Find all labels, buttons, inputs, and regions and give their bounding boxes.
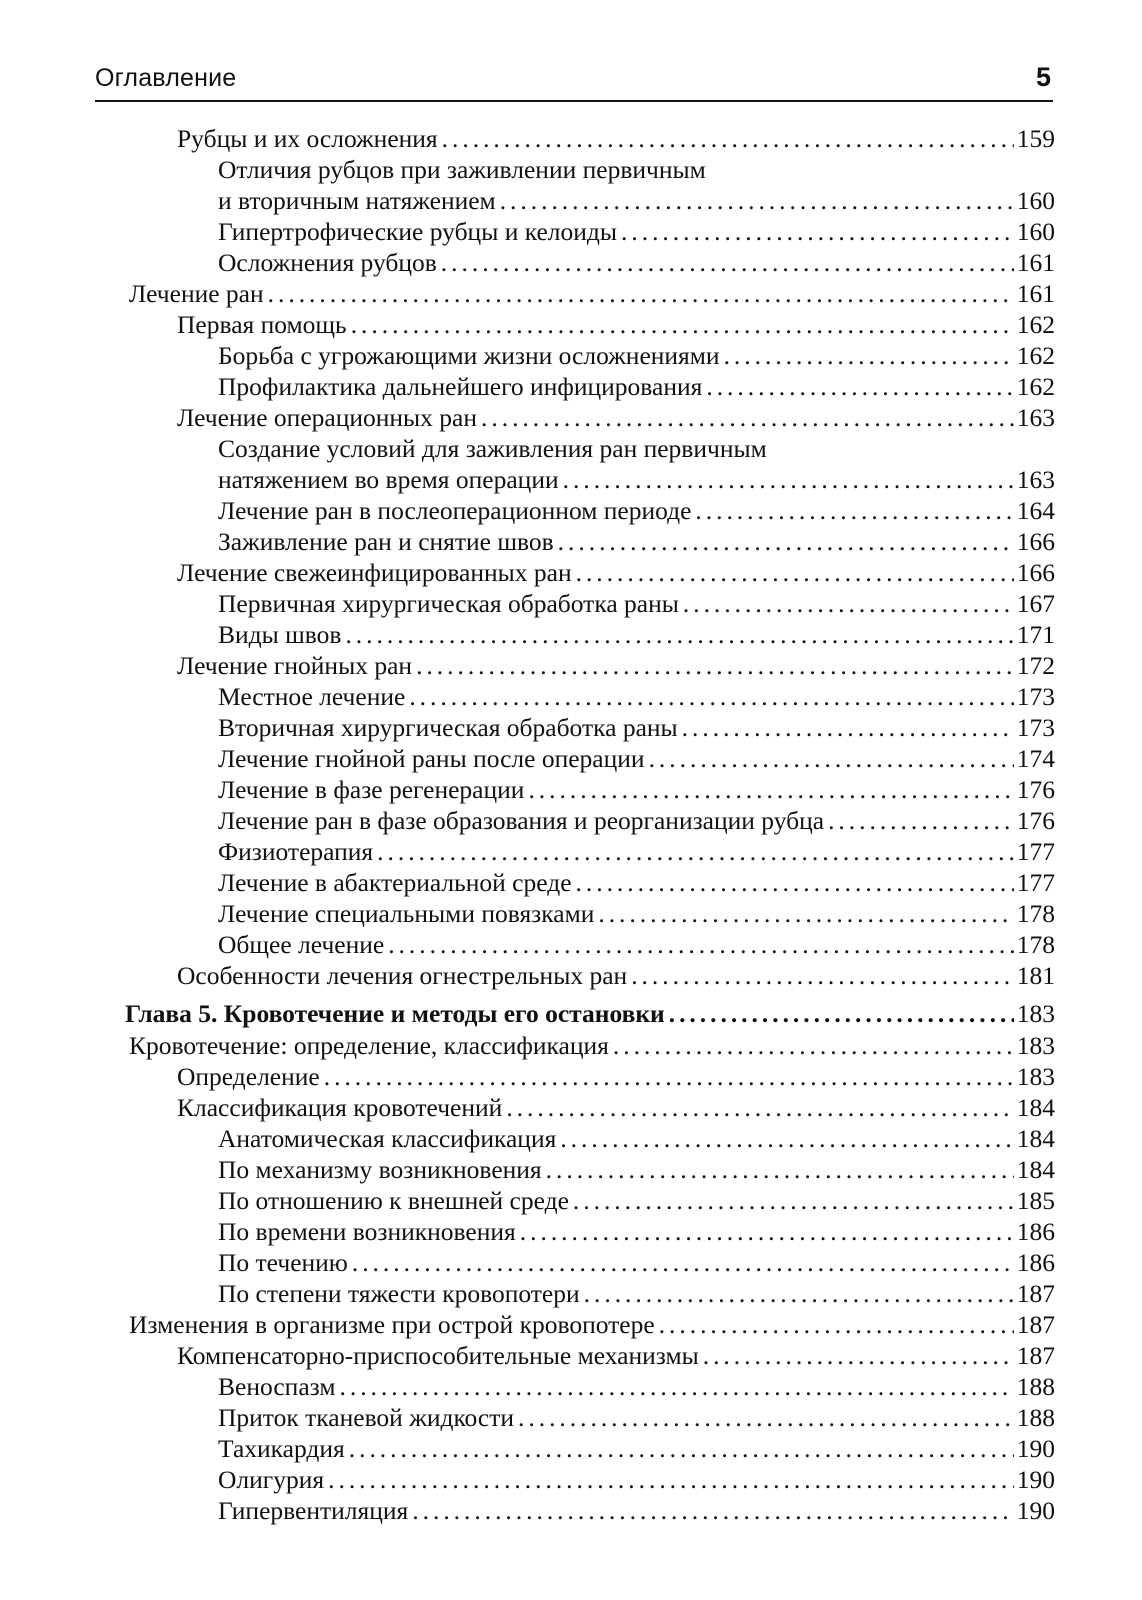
toc-entry — [125, 681, 1055, 712]
toc-entry-page: 162 — [1016, 310, 1055, 339]
toc-entry — [125, 1340, 1055, 1371]
toc-entry-page: 177 — [1016, 837, 1055, 866]
toc-entry — [125, 402, 1055, 433]
toc-entry-title: Местное лечение — [218, 682, 406, 711]
dot-leader — [340, 1371, 1014, 1402]
dot-leader — [481, 402, 1014, 433]
dot-leader — [558, 526, 1014, 557]
dot-leader — [324, 1061, 1014, 1092]
toc-entry-page: 184 — [1016, 1093, 1055, 1122]
toc-entry — [125, 774, 1055, 805]
toc-entry-page: 184 — [1016, 1124, 1055, 1153]
dot-leader — [584, 1278, 1014, 1309]
toc-entry — [125, 464, 1055, 495]
dot-leader — [828, 805, 1014, 836]
dot-leader — [345, 619, 1013, 650]
dot-leader — [703, 1340, 1014, 1371]
toc-entry — [125, 1030, 1055, 1061]
running-header-title: Оглавление — [95, 64, 237, 92]
toc-entry-title: Лечение ран — [129, 279, 264, 308]
toc-entry-title: Рубцы и их осложнения — [177, 124, 438, 153]
toc-entry-page: 173 — [1016, 682, 1055, 711]
toc-entry-page: 185 — [1016, 1186, 1055, 1215]
dot-leader — [682, 712, 1014, 743]
toc-entry-title: Общее лечение — [218, 930, 385, 959]
toc-entry-title: По течению — [218, 1248, 348, 1277]
toc-entry-title: Лечение специальными повязками — [218, 899, 595, 928]
toc-entry-title: По отношению к внешней среде — [218, 1186, 569, 1215]
toc-entry — [125, 743, 1055, 774]
toc-entry-page: 176 — [1016, 806, 1055, 835]
toc-entry-title: Кровотечение: определение, классификация — [129, 1031, 609, 1060]
toc-entry — [125, 557, 1055, 588]
toc-entry-title: Лечение ран в послеоперационном периоде — [218, 496, 692, 525]
toc-entry-title: Лечение гнойных ран — [177, 651, 413, 680]
toc-entry-title: Лечение в абактериальной среде — [218, 868, 572, 897]
page-number: 5 — [1035, 62, 1051, 92]
dot-leader — [416, 650, 1014, 681]
toc-entry-title: Заживление ран и снятие швов — [218, 527, 554, 556]
toc-entry-title: Особенности лечения огнестрельных ран — [177, 961, 628, 990]
toc-entry-title: Профилактика дальнейшего инфицирования — [218, 372, 703, 401]
toc-entry-page: 172 — [1016, 651, 1055, 680]
toc-entry-title: Изменения в организме при острой кровопотере — [129, 1310, 655, 1339]
toc-entry — [125, 836, 1055, 867]
toc-entry — [125, 1433, 1055, 1464]
toc-entry-title: Виды швов — [218, 620, 342, 649]
toc-entry-page: 183 — [1016, 999, 1055, 1028]
toc-entry-title: Приток тканевой жидкости — [218, 1403, 515, 1432]
toc-entry-page: 188 — [1016, 1403, 1055, 1432]
dot-leader — [441, 247, 1014, 278]
dot-leader — [576, 557, 1014, 588]
toc-entry — [125, 247, 1055, 278]
toc-entry-page: 167 — [1016, 589, 1055, 618]
toc-entry-page: 190 — [1016, 1496, 1055, 1525]
dot-leader — [268, 278, 1014, 309]
toc-entry-page: 177 — [1016, 868, 1055, 897]
dot-leader — [520, 1216, 1014, 1247]
toc-entry-title: Борьба с угрожающими жизни осложнениями — [218, 341, 720, 370]
dot-leader — [598, 898, 1013, 929]
toc-entry — [125, 650, 1055, 681]
toc-entry-title: Первая помощь — [177, 310, 347, 339]
dot-leader — [377, 836, 1014, 867]
table-of-contents — [125, 123, 1055, 1526]
toc-entry — [125, 867, 1055, 898]
toc-entry-title: Глава 5. Кровотечение и методы его остановки — [125, 999, 665, 1028]
toc-entry-page: 186 — [1016, 1217, 1055, 1246]
toc-entry-page: 161 — [1016, 248, 1055, 277]
toc-entry — [125, 1061, 1055, 1092]
dot-leader — [351, 309, 1014, 340]
toc-entry — [125, 526, 1055, 557]
dot-leader — [518, 1402, 1014, 1433]
toc-entry — [125, 371, 1055, 402]
toc-entry-page: 176 — [1016, 775, 1055, 804]
dot-leader — [388, 929, 1014, 960]
toc-entry — [125, 309, 1055, 340]
toc-entry-title: Олигурия — [218, 1465, 325, 1494]
toc-entry-page: 163 — [1016, 465, 1055, 494]
toc-entry — [125, 340, 1055, 371]
toc-entry — [125, 495, 1055, 526]
toc-entry — [125, 216, 1055, 247]
toc-entry-title: По степени тяжести кровопотери — [218, 1279, 580, 1308]
dot-leader — [724, 340, 1014, 371]
toc-entry-title: Первичная хирургическая обработка раны — [218, 589, 679, 618]
toc-entry-page: 190 — [1016, 1434, 1055, 1463]
dot-leader — [621, 216, 1014, 247]
dot-leader — [695, 495, 1013, 526]
toc-entry-title: Лечение в фазе регенерации — [218, 775, 525, 804]
dot-leader — [506, 1092, 1013, 1123]
toc-entry — [125, 1247, 1055, 1278]
dot-leader — [613, 1030, 1014, 1061]
toc-entry — [125, 1092, 1055, 1123]
toc-entry — [125, 1495, 1055, 1526]
dot-leader — [412, 1495, 1013, 1526]
toc-entry-page: 174 — [1016, 744, 1055, 773]
toc-entry-page: 178 — [1016, 899, 1055, 928]
toc-entry-page: 190 — [1016, 1465, 1055, 1494]
dot-leader — [659, 1309, 1014, 1340]
toc-entry — [125, 1402, 1055, 1433]
toc-entry-page: 183 — [1016, 1031, 1055, 1060]
toc-entry-title: Лечение ран в фазе образования и реорганизации рубца — [218, 806, 825, 835]
toc-entry-page: 162 — [1016, 372, 1055, 401]
toc-entry-title: Гипервентиляция — [218, 1496, 409, 1525]
toc-entry-page: 159 — [1016, 124, 1055, 153]
toc-entry-title: Отличия рубцов при заживлении первичным — [218, 155, 706, 184]
dot-leader — [576, 867, 1014, 898]
dot-leader — [349, 1433, 1014, 1464]
toc-entry-page: 183 — [1016, 1062, 1055, 1091]
toc-entry — [125, 1154, 1055, 1185]
dot-leader — [352, 1247, 1014, 1278]
toc-entry — [125, 154, 1055, 185]
toc-entry — [125, 1185, 1055, 1216]
toc-entry-page: 187 — [1016, 1341, 1055, 1370]
toc-entry-page: 166 — [1016, 527, 1055, 556]
toc-entry — [125, 805, 1055, 836]
toc-entry-page: 160 — [1016, 186, 1055, 215]
toc-entry-title: Компенсаторно-приспособительные механизмы — [177, 1341, 699, 1370]
toc-entry — [125, 123, 1055, 154]
toc-entry-page: 178 — [1016, 930, 1055, 959]
dot-leader — [328, 1464, 1014, 1495]
toc-entry-title: Вторичная хирургическая обработка раны — [218, 713, 678, 742]
toc-entry-page: 160 — [1016, 217, 1055, 246]
dot-leader — [706, 371, 1013, 402]
toc-entry-page: 163 — [1016, 403, 1055, 432]
page-header — [95, 62, 1053, 102]
toc-chapter-entry — [125, 998, 1055, 1030]
toc-entry — [125, 433, 1055, 464]
toc-entry — [125, 1278, 1055, 1309]
toc-entry-title: Анатомическая классификация — [218, 1124, 557, 1153]
toc-entry-title: Создание условий для заживления ран первичным — [218, 434, 767, 463]
dot-leader — [442, 123, 1014, 154]
dot-leader — [573, 1185, 1014, 1216]
toc-entry-page: 184 — [1016, 1155, 1055, 1184]
toc-entry — [125, 1464, 1055, 1495]
toc-entry-page: 186 — [1016, 1248, 1055, 1277]
toc-entry — [125, 588, 1055, 619]
toc-entry — [125, 898, 1055, 929]
toc-entry-title: Веноспазм — [218, 1372, 336, 1401]
toc-entry-title: Лечение операционных ран — [177, 403, 478, 432]
toc-entry-page: 166 — [1016, 558, 1055, 587]
toc-entry — [125, 960, 1055, 991]
toc-entry — [125, 1309, 1055, 1340]
toc-entry-title: Лечение свежеинфицированных ран — [177, 558, 572, 587]
dot-leader — [546, 1154, 1014, 1185]
toc-entry-title: Лечение гнойной раны после операции — [218, 744, 645, 773]
toc-entry-page: 161 — [1016, 279, 1055, 308]
toc-entry-title: Физиотерапия — [218, 837, 374, 866]
toc-entry-title: Тахикардия — [218, 1434, 345, 1463]
dot-leader — [528, 774, 1013, 805]
toc-entry-title: Гипертрофические рубцы и келоиды — [218, 217, 618, 246]
dot-leader — [631, 960, 1014, 991]
toc-entry-title: По механизму возникновения — [218, 1155, 542, 1184]
toc-entry-page: 181 — [1016, 961, 1055, 990]
toc-entry — [125, 1123, 1055, 1154]
dot-leader — [669, 998, 1014, 1030]
dot-leader — [683, 588, 1014, 619]
toc-entry-page: 188 — [1016, 1372, 1055, 1401]
toc-entry — [125, 619, 1055, 650]
toc-entry-page: 173 — [1016, 713, 1055, 742]
toc-entry-page: 187 — [1016, 1279, 1055, 1308]
toc-entry — [125, 185, 1055, 216]
toc-entry — [125, 278, 1055, 309]
dot-leader — [500, 185, 1014, 216]
toc-entry — [125, 1216, 1055, 1247]
toc-entry-title: Осложнения рубцов — [218, 248, 437, 277]
toc-entry — [125, 929, 1055, 960]
dot-leader — [563, 464, 1014, 495]
toc-entry — [125, 1371, 1055, 1402]
toc-entry-title: По времени возникновения — [218, 1217, 516, 1246]
toc-entry-page: 164 — [1016, 496, 1055, 525]
toc-entry-title: натяжением во время операции — [218, 465, 559, 494]
toc-entry-page: 171 — [1016, 620, 1055, 649]
toc-entry-title: Определение — [177, 1062, 320, 1091]
toc-entry-page: 162 — [1016, 341, 1055, 370]
dot-leader — [409, 681, 1013, 712]
toc-entry-title: Классификация кровотечений — [177, 1093, 503, 1122]
dot-leader — [649, 743, 1014, 774]
toc-entry — [125, 712, 1055, 743]
toc-entry-page: 187 — [1016, 1310, 1055, 1339]
dot-leader — [560, 1123, 1013, 1154]
toc-entry-title: и вторичным натяжением — [218, 186, 496, 215]
